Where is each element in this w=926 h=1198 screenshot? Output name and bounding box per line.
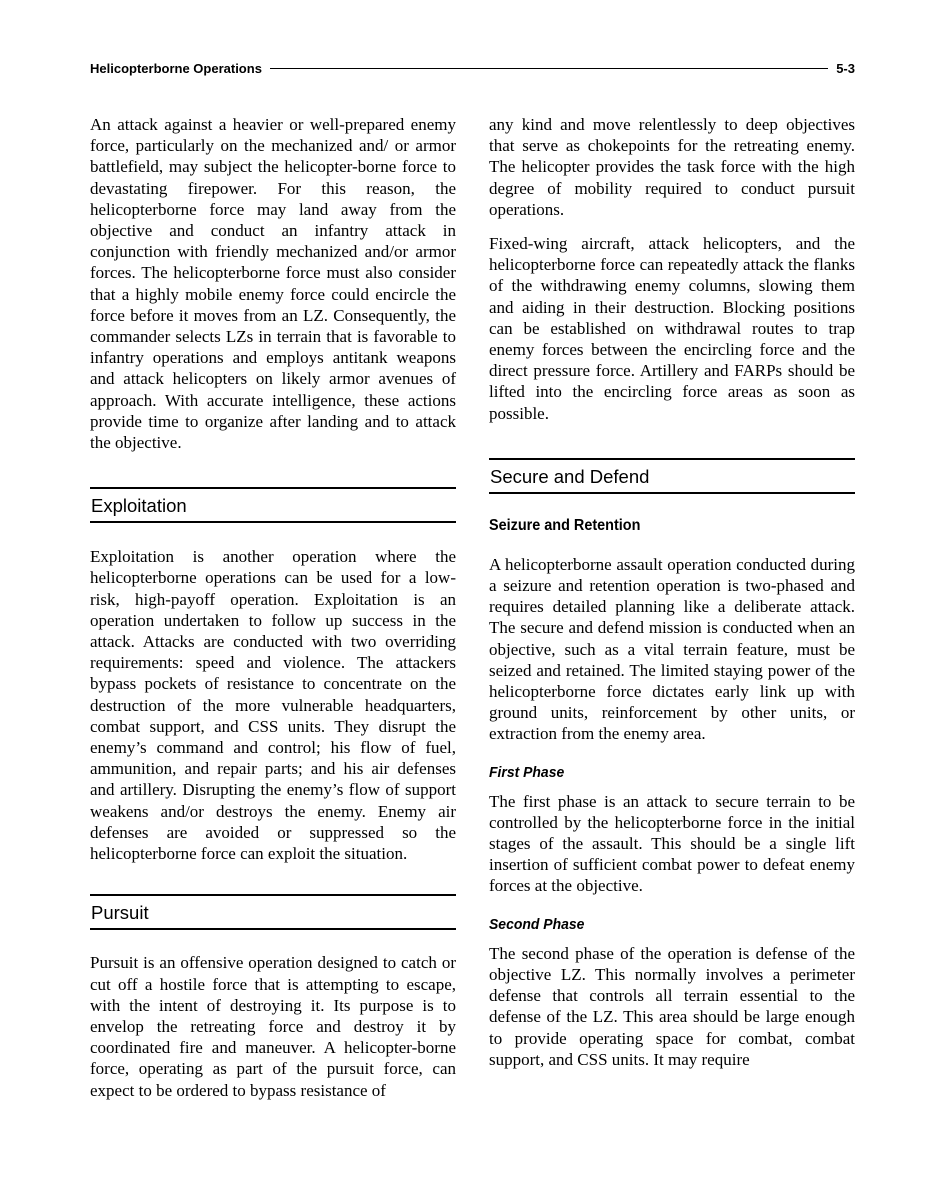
right-column xyxy=(489,114,855,1070)
running-header xyxy=(90,58,855,78)
exploitation-heading: Exploitation xyxy=(90,487,456,523)
first-phase-paragraph: The first phase is an attack to secure terrain to be controlled by the helicopterborne force in the initial stages of the assault. This should be a single lift insertion of sufficient combat power to defeat enemy forces at the objective. xyxy=(489,791,855,896)
page-number: 5-3 xyxy=(836,60,855,76)
fixed-wing-paragraph: Fixed-wing aircraft, attack helicopters, and the helicopterborne force can repeatedly attack the flanks of the withdrawing enemy columns, slowing them and aiding in their destruction. Blocking positions can be established on withdrawal routes to trap enemy forces between the encircling force and the direct pressure force. Artillery and FARPs should be lifted into the encircling force areas as soon as possible. xyxy=(489,234,855,423)
header-title: Helicopterborne Operations xyxy=(90,60,262,76)
pursuit-paragraph: Pursuit is an offensive operation designed to catch or cut off a hostile force that is attempting to escape, with the intent of destroying it. Its purpose is to envelop the retreating force and destroy it by coordinated fire and maneuver. A helicopter-borne force, operating as part of the pursuit force, can expect to be ordered to bypass resistance of xyxy=(90,953,456,1100)
second-phase-paragraph: The second phase of the operation is defense of the objective LZ. This normally involves a perimeter defense that controls all terrain essential to the defense of the LZ. This area should be large enough to provide operating space for combat, combat support, and CSS units. It may require xyxy=(489,943,855,1069)
pursuit-heading: Pursuit xyxy=(90,894,456,930)
intro-paragraph: An attack against a heavier or well-prepared enemy force, particularly on the mechanized and/ or armor battlefield, may subject the helicopter-borne force to devastating firepower. For this reason, the helicopterborne force may land away from the objective and conduct an infantry attack in conjunction with friendly mechanized and/or armor forces. The helicopterborne force must also consider that a highly mobile enemy force could encircle the force before it moves from an LZ. Consequently, the commander selects LZs in terrain that is favorable to infantry operations and employs antitank weapons and attack helicopters on likely armor avenues of approach. With accurate intelligence, these actions provide time to organize after landing and to attack the objective. xyxy=(90,115,456,453)
header-rule xyxy=(270,68,828,69)
left-column xyxy=(90,114,456,1101)
seizure-retention-subheading: Seizure and Retention xyxy=(489,516,641,534)
exploitation-paragraph: Exploitation is another operation where the helicopterborne operations can be used for a low-risk, high-payoff operation. Exploitation is an operation undertaken to follow up success in the attack. Attacks are conducted with two overriding requirements: speed and violence. The attackers bypass pockets of resistance to concentrate on the destruction of the more vulnerable headquarters, combat support, and CSS units. They disrupt the enemy’s command and control; his flow of fuel, ammunition, and repair parts; and his air defenses and artillery. Disrupting the enemy’s flow of support weakens and/or destroys the enemy. Enemy air defenses are avoided or suppressed so the helicopterborne force can exploit the situation. xyxy=(90,547,456,864)
secure-defend-heading: Secure and Defend xyxy=(489,458,855,494)
seizure-paragraph: A helicopterborne assault operation conducted during a seizure and retention operation is two-phased and requires detailed planning like a deliberate attack. The secure and defend mission is conducted when an objective, such as a vital terrain feature, must be seized and retained. The limited staying power of the helicopterborne force dictates early link up with ground units, reinforcement by other units, or extraction from the enemy area. xyxy=(489,554,855,744)
pursuit-continued-paragraph: any kind and move relentlessly to deep objectives that serve as chokepoints for the retreating enemy. The helicopter provides the task force with the high degree of mobility required to conduct pursuit operations. xyxy=(489,115,855,219)
second-phase-subheading: Second Phase xyxy=(489,915,585,933)
first-phase-subheading: First Phase xyxy=(489,763,565,781)
